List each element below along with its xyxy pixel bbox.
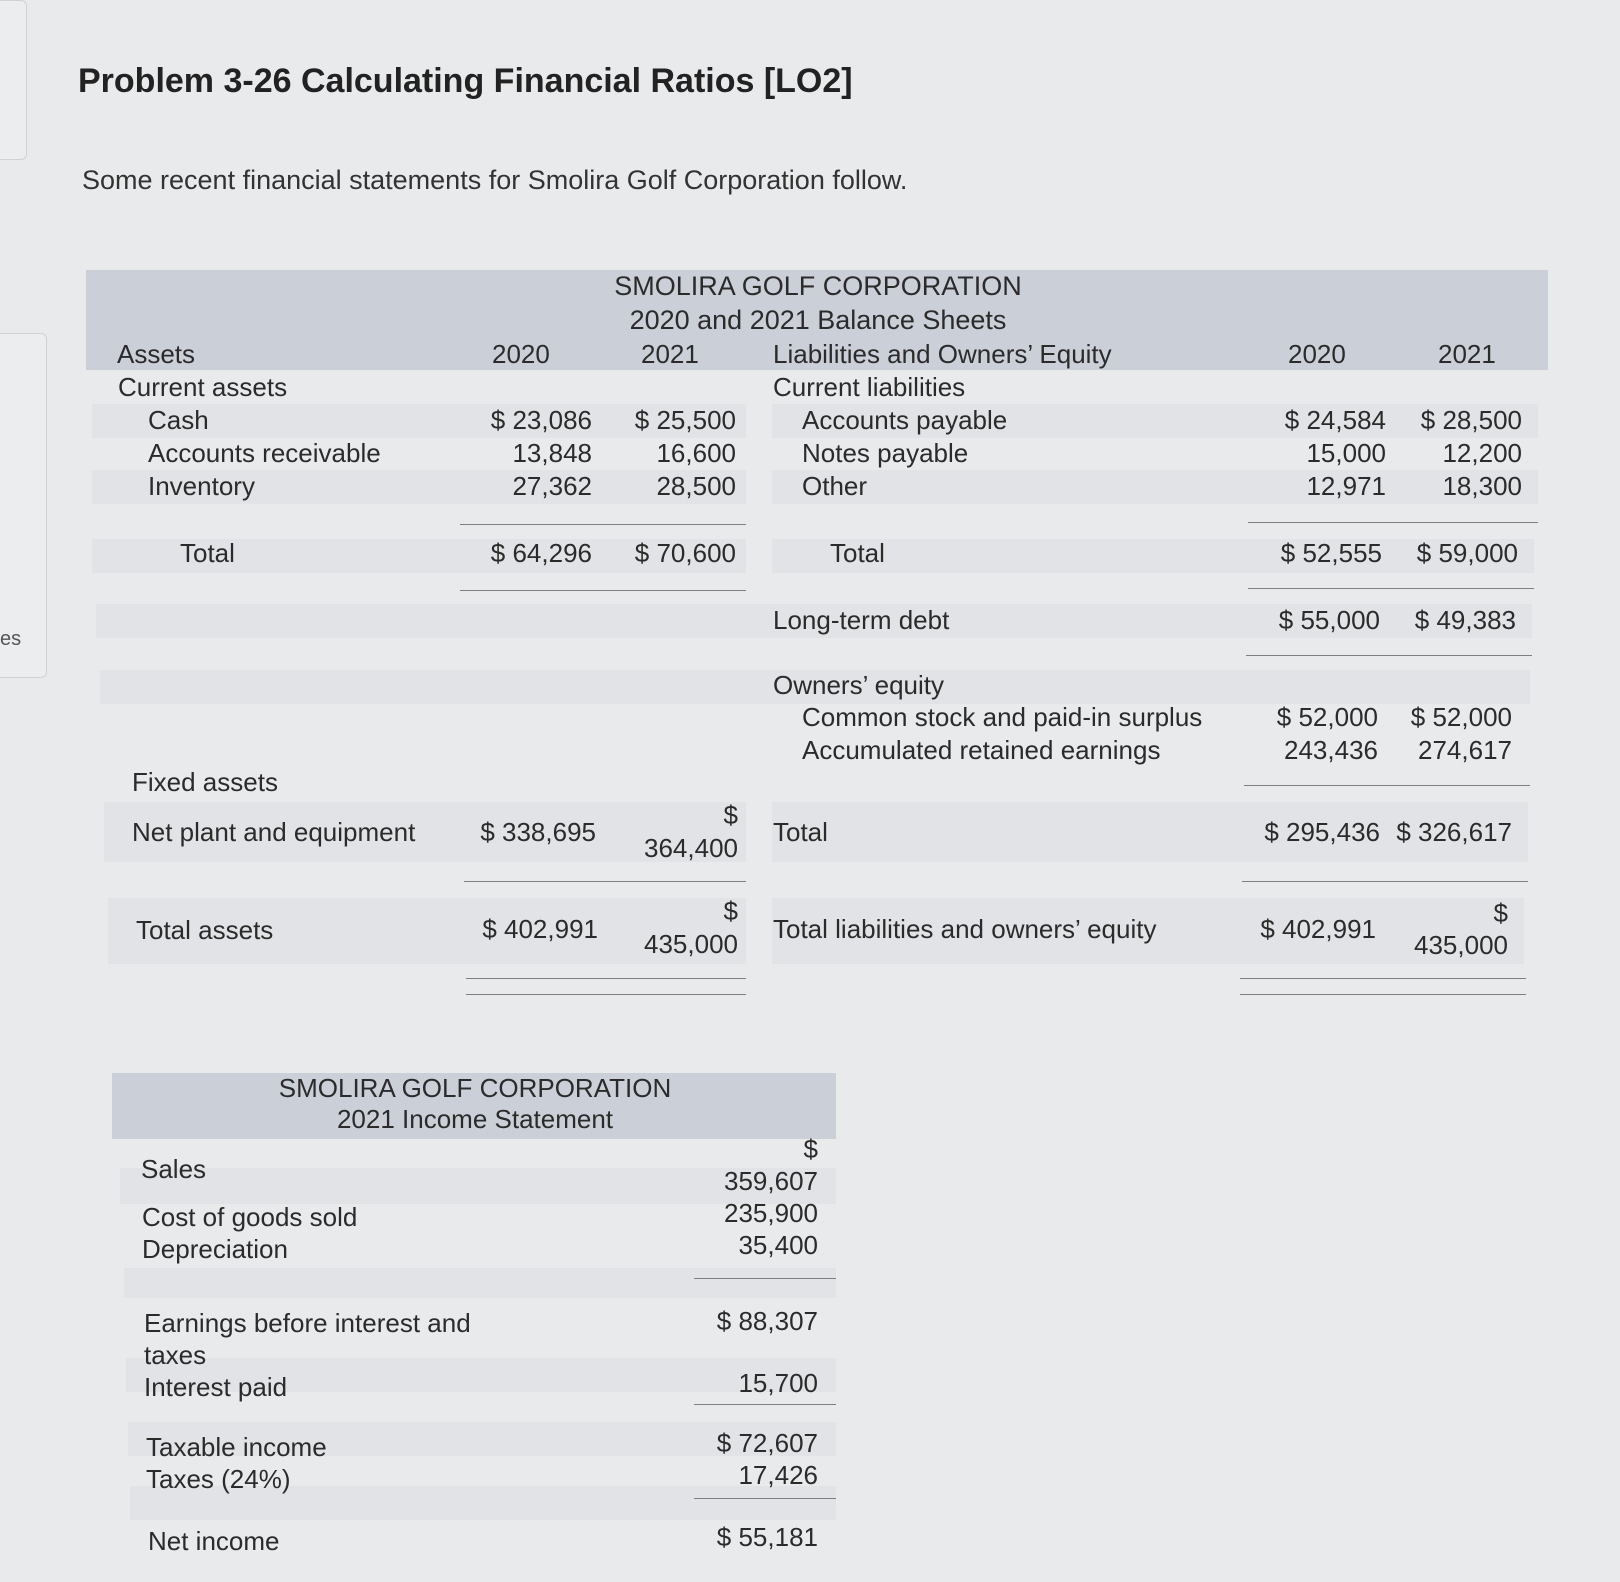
income-company: SMOLIRA GOLF CORPORATION	[278, 1073, 672, 1103]
depreciation-value: 35,400	[738, 1230, 818, 1260]
current-assets-total-label: Total	[180, 538, 235, 568]
np-label: Notes payable	[802, 438, 969, 468]
current-liab-total-2021: $ 59,000	[1416, 538, 1518, 568]
current-assets-label: Current assets	[118, 372, 288, 402]
total-liab-equity-2021-sign: $	[1493, 898, 1508, 928]
total-rule	[694, 1498, 836, 1499]
depreciation-label: Depreciation	[142, 1234, 288, 1264]
net-plant-label: Net plant and equipment	[132, 817, 416, 847]
total-liab-equity-label: Total liabilities and owners’ equity	[773, 914, 1157, 944]
ltd-2021: $ 49,383	[1414, 605, 1516, 635]
sales-label: Sales	[141, 1154, 207, 1184]
current-liab-total-2020: $ 52,555	[1280, 538, 1382, 568]
double-rule	[466, 978, 746, 979]
fixed-assets-label: Fixed assets	[132, 767, 278, 797]
double-rule	[466, 994, 746, 995]
current-liab-label: Current liabilities	[773, 372, 966, 402]
ltd-2020: $ 55,000	[1278, 605, 1380, 635]
balance-sheet-subtitle: 2020 and 2021 Balance Sheets	[629, 305, 1007, 335]
ar-label: Accounts receivable	[148, 438, 381, 468]
retained-earnings-2020: 243,436	[1284, 735, 1378, 765]
cash-label: Cash	[148, 405, 209, 435]
liab-year-2020: 2020	[1288, 339, 1346, 369]
ltd-label: Long-term debt	[773, 605, 950, 635]
net-income-label: Net income	[148, 1526, 280, 1556]
total-rule	[464, 881, 746, 882]
current-liab-total-label: Total	[830, 538, 885, 568]
page-title: Problem 3-26 Calculating Financial Ratios [LO2]	[78, 62, 853, 100]
np-2020: 15,000	[1306, 438, 1386, 468]
liab-year-2021: 2021	[1438, 339, 1496, 369]
assets-header: Assets	[117, 339, 196, 369]
net-income-value: $ 55,181	[716, 1522, 818, 1552]
balance-sheet-company: SMOLIRA GOLF CORPORATION	[614, 271, 1022, 301]
ar-2020: 13,848	[512, 438, 592, 468]
cogs-value: 235,900	[724, 1198, 818, 1228]
taxable-income-label: Taxable income	[146, 1432, 327, 1462]
other-label: Other	[802, 471, 868, 501]
total-rule	[460, 590, 746, 591]
cogs-label: Cost of goods sold	[142, 1202, 358, 1232]
taxes-value: 17,426	[738, 1460, 818, 1490]
inventory-label: Inventory	[148, 471, 255, 501]
np-2021: 12,200	[1442, 438, 1522, 468]
inventory-2021: 28,500	[656, 471, 736, 501]
left-panel-bottom	[0, 333, 47, 678]
total-assets-2020: $ 402,991	[482, 914, 598, 944]
cash-2020: $ 23,086	[490, 405, 592, 435]
owners-equity-total-2020: $ 295,436	[1264, 817, 1380, 847]
ar-2021: 16,600	[656, 438, 736, 468]
total-rule	[1242, 881, 1528, 882]
double-rule	[1240, 994, 1526, 995]
net-plant-2021-sign: $	[723, 800, 738, 830]
row-stripe	[124, 1268, 836, 1298]
inventory-2020: 27,362	[512, 471, 592, 501]
ebit-value: $ 88,307	[716, 1306, 818, 1336]
owners-equity-total-label: Total	[773, 817, 828, 847]
net-plant-2020: $ 338,695	[480, 817, 596, 847]
liabilities-header: Liabilities and Owners’ Equity	[773, 339, 1112, 369]
other-2021: 18,300	[1442, 471, 1522, 501]
ap-label: Accounts payable	[802, 405, 1008, 435]
side-label: es	[0, 628, 22, 650]
left-panel-top	[0, 0, 27, 160]
taxable-income-value: $ 72,607	[716, 1428, 818, 1458]
ap-2021: $ 28,500	[1420, 405, 1522, 435]
owners-equity-total-2021: $ 326,617	[1396, 817, 1512, 847]
total-rule	[1248, 588, 1534, 589]
total-rule	[1248, 522, 1538, 523]
common-stock-label: Common stock and paid-in surplus	[802, 702, 1203, 732]
total-rule	[1246, 655, 1532, 656]
cash-2021: $ 25,500	[634, 405, 736, 435]
assets-year-2020: 2020	[492, 339, 550, 369]
total-liab-equity-2021: 435,000	[1414, 930, 1508, 960]
current-assets-total-2021: $ 70,600	[634, 538, 736, 568]
other-2020: 12,971	[1306, 471, 1386, 501]
ebit-label-line2: taxes	[144, 1340, 207, 1370]
intro-text: Some recent financial statements for Smolira Golf Corporation follow.	[82, 165, 908, 195]
common-stock-2021: $ 52,000	[1410, 702, 1512, 732]
assets-year-2021: 2021	[641, 339, 699, 369]
retained-earnings-2021: 274,617	[1418, 735, 1512, 765]
ebit-label-line1: Earnings before interest and	[144, 1308, 471, 1338]
total-assets-label: Total assets	[136, 915, 274, 945]
double-rule	[1240, 978, 1526, 979]
taxes-label: Taxes (24%)	[146, 1464, 291, 1494]
total-rule	[1244, 785, 1530, 786]
total-liab-equity-2020: $ 402,991	[1260, 914, 1376, 944]
total-assets-2021-sign: $	[723, 896, 738, 926]
total-rule	[460, 524, 746, 525]
common-stock-2020: $ 52,000	[1276, 702, 1378, 732]
retained-earnings-label: Accumulated retained earnings	[802, 735, 1161, 765]
total-rule	[694, 1278, 836, 1279]
owners-equity-label: Owners’ equity	[773, 670, 944, 700]
income-subtitle: 2021 Income Statement	[336, 1104, 614, 1134]
net-plant-2021: 364,400	[644, 833, 738, 863]
sales-value: 359,607	[724, 1166, 818, 1196]
total-rule	[694, 1404, 836, 1405]
interest-label: Interest paid	[144, 1372, 288, 1402]
sales-sign: $	[803, 1134, 818, 1164]
total-assets-2021: 435,000	[644, 929, 738, 959]
ap-2020: $ 24,584	[1284, 405, 1386, 435]
current-assets-total-2020: $ 64,296	[490, 538, 592, 568]
interest-value: 15,700	[738, 1368, 818, 1398]
